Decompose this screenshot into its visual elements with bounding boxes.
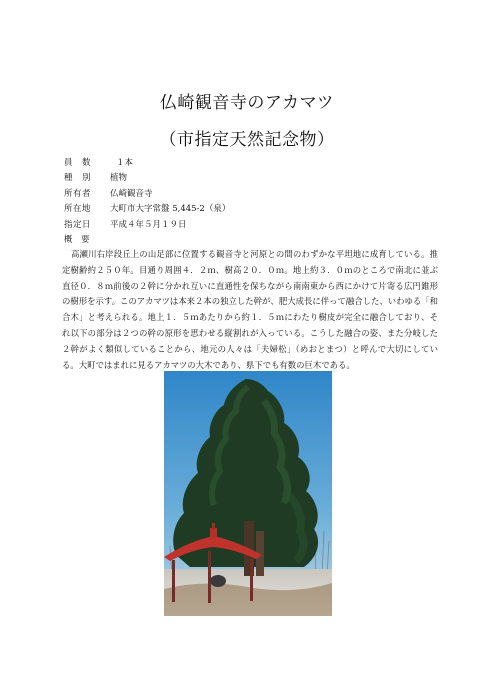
info-label: 所有者 xyxy=(64,188,92,199)
info-label: 所在地 xyxy=(64,204,92,215)
info-label: 種 別 xyxy=(64,173,92,184)
overview-paragraph: 高瀬川右岸段丘上の山足部に位置する観音寺と河原との間のわずかな平坦地に成育している。推定樹齢約２５０年。目通り周囲４．２ｍ、樹高２０．０ｍ。地上約３．０ｍのところで南北に並ぶ直径０．８ｍ前後の２幹に分かれ互いに直通性を保ちながら南南東から西にかけて片寄る広円錐形の樹形を示す。このアカマツは本来２本の独立した幹が、肥大成長に伴って融合した、いわゆる「和合木」と考えられる。地上１．５ｍあたりから約１．５ｍにわたり樹皮が完全に融合しており、それ以下の部分は２つの幹の原形を思わせる縦割れが入っている。こうした融合の姿、また分岐した２幹がよく類似していることから、地元の人々は「夫婦松」（めおとまつ）と呼んで大切にしている。大町ではまれに見るアカマツの大木であり、県下でも有数の巨木である。 xyxy=(62,249,438,370)
info-value: 大町市大字常盤 5,445-2（泉） xyxy=(110,204,231,215)
info-row-date xyxy=(64,218,230,233)
info-value: 植物 xyxy=(110,173,128,184)
page-title: 仏崎観音寺のアカマツ xyxy=(159,93,335,113)
info-row-location xyxy=(64,202,230,217)
info-row-count xyxy=(64,156,230,171)
info-value: 平成４年５月１９日 xyxy=(110,219,187,230)
overview-heading: 概 要 xyxy=(64,235,90,245)
info-label: 指定日 xyxy=(64,219,92,230)
info-value: １本 xyxy=(116,158,134,168)
page-subtitle: （市指定天然記念物） xyxy=(159,130,335,150)
info-table xyxy=(64,156,230,233)
pine-tree-photo xyxy=(164,371,332,616)
info-label: 員 数 xyxy=(64,158,92,168)
info-row-owner xyxy=(64,187,230,202)
info-value: 仏崎観音寺 xyxy=(110,188,153,199)
info-row-type xyxy=(64,171,230,186)
